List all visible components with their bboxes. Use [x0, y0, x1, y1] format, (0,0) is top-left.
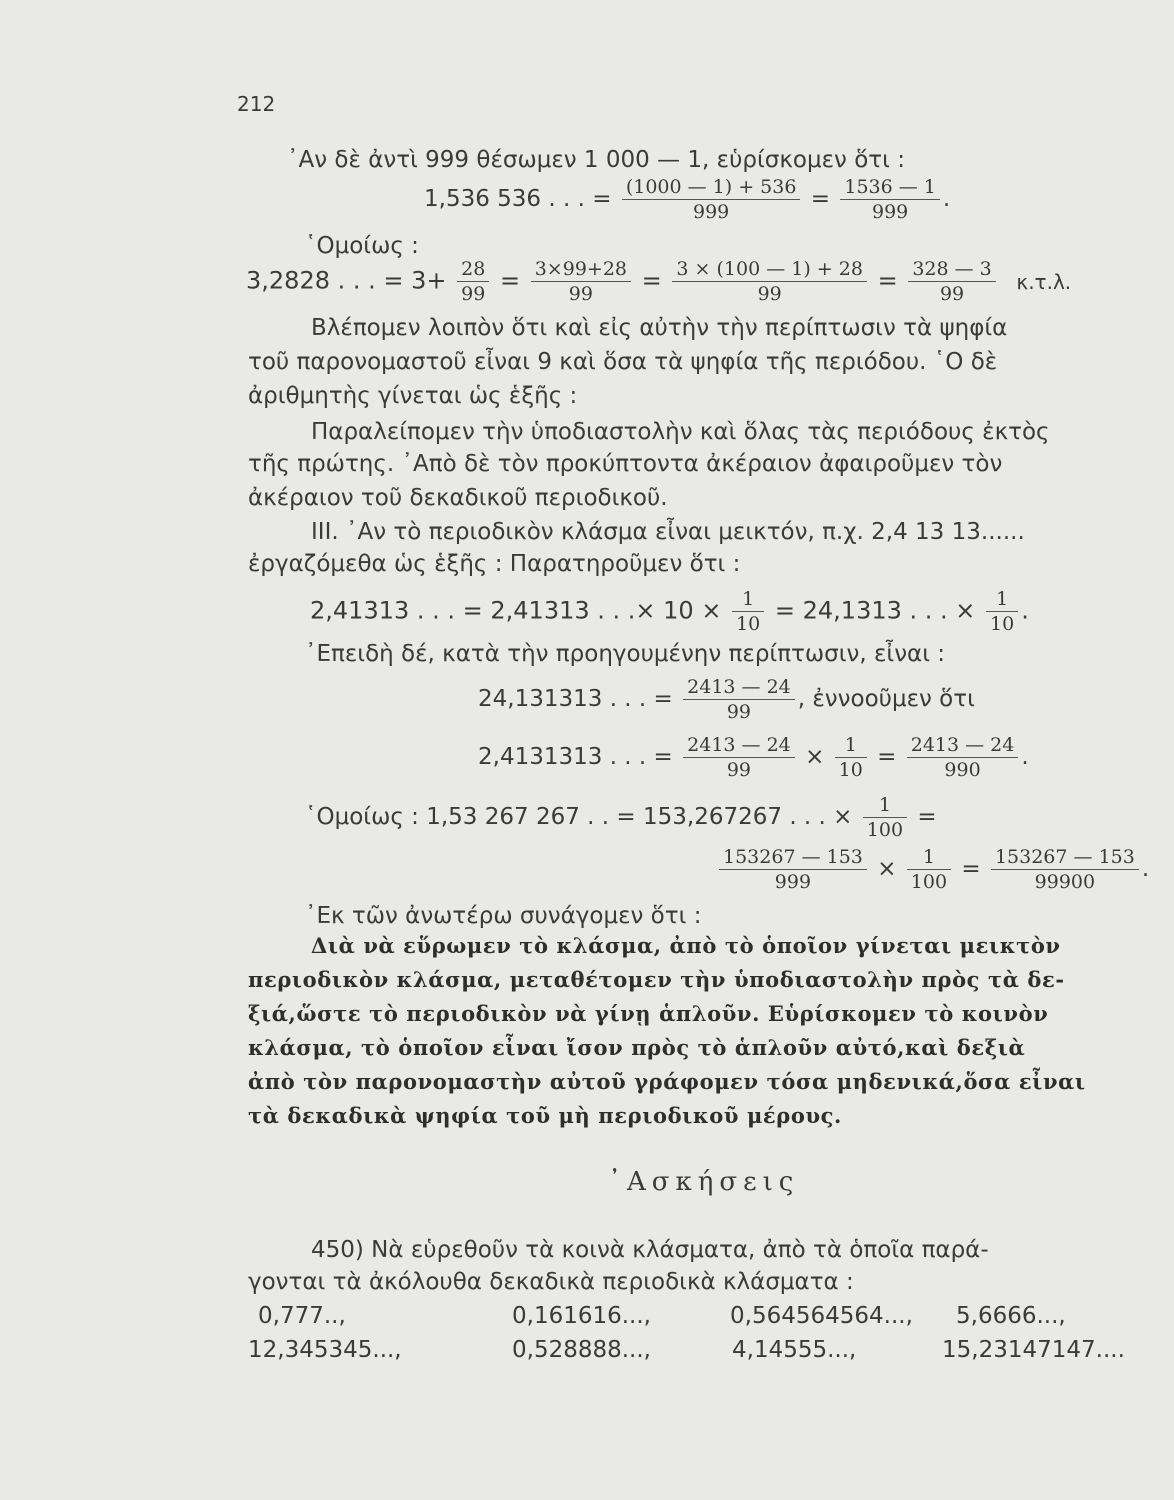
fraction [672, 258, 867, 305]
equation-6 [305, 794, 937, 841]
numerator: (1000 — 1) + 536 [622, 176, 801, 200]
fraction [531, 258, 631, 305]
fraction [683, 734, 795, 781]
fraction [986, 588, 1018, 635]
eq-text: × [877, 856, 897, 882]
numerator: 3×99+28 [531, 258, 631, 282]
eq-text: . [1021, 744, 1029, 770]
denominator: 10 [736, 613, 761, 635]
denominator: 99 [726, 759, 752, 781]
rule-line: κλάσμα, τὸ ὁποῖον εἶναι ἴσον πρὸς τὸ ἁπλοῦν αὐτό,καὶ δεξιὰ [248, 1035, 1026, 1060]
section-heading: ᾿Ασκήσεις [608, 1167, 800, 1197]
denominator: 10 [990, 613, 1015, 635]
text-line: ᾿Εκ τῶν ἀνωτέρω συνάγομεν ὅτι : [305, 903, 702, 929]
eq-text: 3,2828 . . . = 3+ [246, 266, 447, 295]
exercise-item: 0,528888..., [512, 1337, 651, 1363]
eq-text: = [961, 856, 981, 882]
text-line: ῾Ομοίως : [305, 233, 419, 259]
denominator: 99 [568, 283, 593, 305]
numerator: 1 [907, 846, 951, 870]
fraction [622, 176, 801, 223]
exercise-item: 5,6666..., [956, 1303, 1066, 1329]
exercise-item: 4,14555..., [732, 1337, 857, 1363]
denominator: 99900 [1034, 871, 1096, 893]
fraction [908, 258, 995, 305]
numerator: 1 [986, 588, 1018, 612]
numerator: 28 [457, 258, 489, 282]
eq-text: = [499, 266, 521, 295]
denominator: 99 [726, 701, 752, 723]
fraction [732, 588, 764, 635]
denominator: 10 [838, 759, 863, 781]
numerator: 153267 — 153 [991, 846, 1139, 870]
eq-text: 2,4131313 . . . = [478, 744, 673, 770]
eq-text: = [810, 186, 831, 212]
equation-1 [424, 176, 950, 223]
eq-text: κ.τ.λ. [1016, 269, 1072, 294]
rule-line: Διὰ νὰ εὕρωμεν τὸ κλάσμα, ἀπὸ τὸ ὁποῖον γίνεται μεικτὸν [311, 933, 1061, 958]
fraction [863, 794, 907, 841]
fraction [835, 734, 867, 781]
page-number: 212 [237, 92, 276, 116]
exercise-item: 0,161616..., [512, 1303, 651, 1329]
text-line: τοῦ παρονομαστοῦ εἶναι 9 καὶ ὅσα τὰ ψηφία τῆς περιόδου. ῾Ο δὲ [248, 349, 998, 375]
text-line: τῆς πρώτης. ᾿Απὸ δὲ τὸν προκύπτοντα ἀκέραιον ἀφαιροῦμεν τὸν [248, 451, 1003, 477]
eq-text: . [1021, 596, 1029, 625]
denominator: 990 [944, 759, 981, 781]
denominator: 99 [939, 283, 965, 305]
eq-text: = [877, 266, 898, 295]
rule-line: ἀπὸ τὸν παρονομαστὴν αὐτοῦ γράφομεν τόσα μηδενικά,ὅσα εἶναι [248, 1069, 1086, 1094]
fraction [719, 846, 867, 893]
exercise-item: 12,345345..., [248, 1337, 402, 1363]
fraction [840, 176, 940, 223]
text-line: 450) Νὰ εὑρεθοῦν τὰ κοινὰ κλάσματα, ἀπὸ τὰ ὁποῖα παρά- [311, 1237, 989, 1263]
numerator: 2413 — 24 [907, 734, 1019, 758]
eq-text: ῾Ομοίως : 1,53 267 267 . . = 153,267267 . . . × [305, 804, 853, 830]
numerator: 3 × (100 — 1) + 28 [672, 258, 867, 282]
rule-line: περιοδικὸν κλάσμα, μεταθέτομεν τὴν ὑποδιαστολὴν πρὸς τὰ δε- [248, 967, 1065, 992]
eq-text: 1,536 536 . . . = [424, 186, 612, 212]
text-line: Βλέπομεν λοιπὸν ὅτι καὶ εἰς αὐτὴν τὴν περίπτωσιν τὰ ψηφία [311, 315, 1008, 341]
fraction [457, 258, 489, 305]
numerator: 2413 — 24 [683, 676, 795, 700]
numerator: 1536 — 1 [840, 176, 940, 200]
equation-2 [246, 258, 1071, 305]
exercise-item: 0,777.., [258, 1303, 346, 1329]
denominator: 99 [461, 283, 486, 305]
text-line: ᾿Αν δὲ ἀντὶ 999 θέσωμεν 1 000 — 1, εὑρίσκομεν ὅτι : [287, 147, 905, 173]
numerator: 1 [863, 794, 907, 818]
denominator: 999 [693, 201, 730, 223]
denominator: 100 [910, 871, 948, 893]
denominator: 999 [774, 871, 812, 893]
text-line: γονται τὰ ἀκόλουθα δεκαδικὰ περιοδικὰ κλάσματα : [248, 1269, 854, 1295]
eq-text: × [805, 744, 825, 770]
text-line: ΙΙΙ. ᾿Αν τὸ περιοδικὸν κλάσμα εἶναι μεικτόν, π.χ. 2,4 13 13...... [311, 519, 1025, 545]
text-line: ἐργαζόμεθα ὡς ἑξῆς : Παρατηροῦμεν ὅτι : [248, 551, 741, 577]
numerator: 328 — 3 [908, 258, 995, 282]
eq-text: = 24,1313 . . . × [774, 596, 976, 625]
exercise-item: 0,564564564..., [730, 1303, 913, 1329]
eq-text: = [877, 744, 897, 770]
denominator: 999 [871, 201, 909, 223]
text-line: Παραλείπομεν τὴν ὑποδιαστολὴν καὶ ὅλας τὰς περιόδους ἐκτὸς [311, 419, 1050, 445]
eq-text: . [1141, 856, 1150, 882]
eq-text: 2,41313 . . . = 2,41313 . . .× 10 × [310, 596, 722, 625]
numerator: 153267 — 153 [719, 846, 867, 870]
eq-text: = [641, 266, 662, 295]
eq-text: , ἐννοοῦμεν ὅτι [797, 686, 975, 712]
eq-text: = [917, 804, 937, 830]
rule-line: τὰ δεκαδικὰ ψηφία τοῦ μὴ περιοδικοῦ μέρους. [248, 1103, 842, 1128]
fraction [991, 846, 1139, 893]
rule-line: ξιά,ὥστε τὸ περιοδικὸν νὰ γίνῃ ἁπλοῦν. Εὑρίσκομεν τὸ κοινὸν [248, 1001, 1049, 1026]
denominator: 99 [757, 283, 782, 305]
numerator: 1 [835, 734, 867, 758]
numerator: 2413 — 24 [683, 734, 795, 758]
numerator: 1 [732, 588, 764, 612]
eq-text: . [942, 186, 951, 212]
equation-7 [716, 846, 1149, 893]
text-line: ἀριθμητὴς γίνεται ὡς ἑξῆς : [248, 383, 578, 409]
text-line: ἀκέραιον τοῦ δεκαδικοῦ περιοδικοῦ. [248, 485, 668, 511]
text-line: ᾿Επειδὴ δέ, κατὰ τὴν προηγουμένην περίπτωσιν, εἶναι : [305, 641, 946, 667]
denominator: 100 [866, 819, 904, 841]
exercise-item: 15,23147147.... [942, 1337, 1125, 1363]
equation-4 [478, 676, 975, 723]
equation-3 [310, 588, 1029, 635]
fraction [683, 676, 795, 723]
equation-5 [478, 734, 1029, 781]
eq-text: 24,131313 . . . = [478, 686, 673, 712]
fraction [907, 734, 1019, 781]
fraction [907, 846, 951, 893]
